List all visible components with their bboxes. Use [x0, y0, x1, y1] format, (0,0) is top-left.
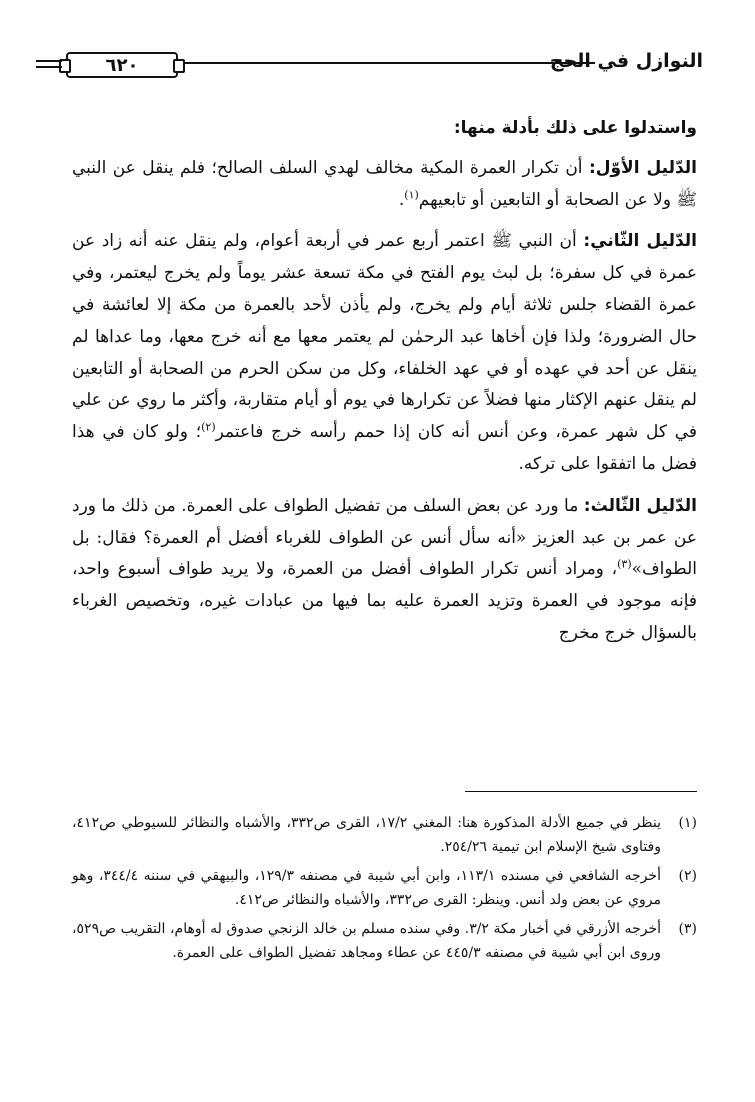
footnotes [72, 812, 697, 971]
footnote-ref-1[interactable]: (١) [404, 187, 419, 201]
footnote-3-text: أخرجه الأزرقي في أخبار مكة ٣/٢. وفي سنده مسلم بن خالد الزنجي صدوق له أوهام، التقريب ص٥٢٩، وروى ابن أبي شيبة في مصنفه ٤٤٥/٣ عن عطاء ومجاهد تفضيل الطواف على العمرة. [72, 921, 661, 961]
footnote-3-number: (٣) [678, 921, 697, 937]
footnote-1-number: (١) [678, 815, 697, 831]
footnote-1 [72, 812, 697, 859]
paragraph-evidence-3 [72, 491, 697, 650]
evidence-2-text: أن النبي ﷺ اعتمر أربع عمر في أربعة أعوام، ولم ينقل عنه أنه زاد عن عمرة في كل سفرة؛ بل لبث يوم الفتح في مكة تسعة عشر يوماً ولم يخرج ليعتمر، وفي عمرة القضاء جلس ثلاثة أيام ولم يخرج، ولم يأذن لأحد بالعمرة من مكة إلا لعائشة في حال الضرورة؛ ولذا فإن أخاها عبد الرحمٰن لم يعتمر معها مع أنه خرج معها، وما عداها لم ينقل عن أحد في عهده أو في عهد الخلفاء، وكل من سكن الحرم من الصحابة أو التابعين لم ينقل عنهم الإكثار منها فضلاً عن تكرارها في يوم أو أيام متقاربة، وأكثر ما روي عن علي في كل شهر عمرة، وعن أنس أنه كان إذا حمم رأسه خرج فاعتمر [72, 231, 697, 443]
footnote-ref-2[interactable]: (٢) [201, 420, 216, 434]
evidence-1-label: الدّليل الأوّل: [588, 157, 697, 178]
header-rule-left-top [36, 60, 62, 62]
paragraph-evidence-2 [72, 226, 697, 480]
evidence-3-text: ما ورد عن بعض السلف من تفضيل الطواف على العمرة. من ذلك ما ورد عن عمر بن عبد العزيز «أنه سأل أنس عن الطواف للغرباء أفضل أم العمرة؟ فقال: بل الطواف» [72, 495, 697, 580]
evidence-2-label: الدّليل الثّاني: [583, 231, 697, 252]
footnote-ref-3[interactable]: (٣) [617, 557, 632, 571]
paragraph-evidence-1 [72, 153, 697, 217]
footnote-2-number: (٢) [678, 868, 697, 884]
header-rule [178, 62, 595, 64]
evidence-3-label: الدّليل الثّالث: [583, 495, 697, 516]
evidence-3-tail: ، ومراد أنس تكرار الطواف أفضل من العمرة، ولا يريد طواف أسبوع واحد، فإنه موجود في العمرة وتزيد العمرة عليه بما فيها من عبادات غيره، وتخصيص الغرباء بالسؤال خرج مخرج [72, 559, 697, 643]
footnote-3 [72, 918, 697, 965]
page-number: ٦٢٠ [66, 52, 178, 78]
footnote-separator [465, 791, 697, 792]
footnote-2 [72, 865, 697, 912]
footnote-1-text: ينظر في جميع الأدلة المذكورة هنا: المغني ١٧/٢، القرى ص٣٣٢، والأشباه والنظائر للسيوطي ص٤١٢، وفتاوى شيخ الإسلام ابن تيمية ٢٥٤/٢٦. [72, 815, 662, 855]
evidence-1-tail: . [398, 189, 405, 210]
evidence-1-text: أن تكرار العمرة المكية مخالف لهدي السلف الصالح؛ فلم ينقل عن النبي ﷺ ولا عن الصحابة أو التابعين أو تابعيهم [72, 157, 697, 210]
intro-line: واستدلوا على ذلك بأدلة منها: [453, 118, 697, 138]
evidence-2-tail: ؛ ولو كان في هذا فضل ما اتفقوا على تركه. [72, 422, 697, 474]
footnote-2-text: أخرجه الشافعي في مسنده ١١٣/١، وابن أبي شيبة في مصنفه ١٢٩/٣، والبيهقي في سننه ٣٤٤/٤، وهو مروي عن بعض ولد أنس. وينظر: القرى ص٣٣٢، والأشباه والنظائر ص٤١٢. [72, 868, 661, 908]
main-text [72, 113, 697, 660]
running-header [36, 48, 703, 88]
running-header-title: النوازل في الحج [549, 50, 703, 72]
header-rule-left-bottom [36, 66, 62, 68]
